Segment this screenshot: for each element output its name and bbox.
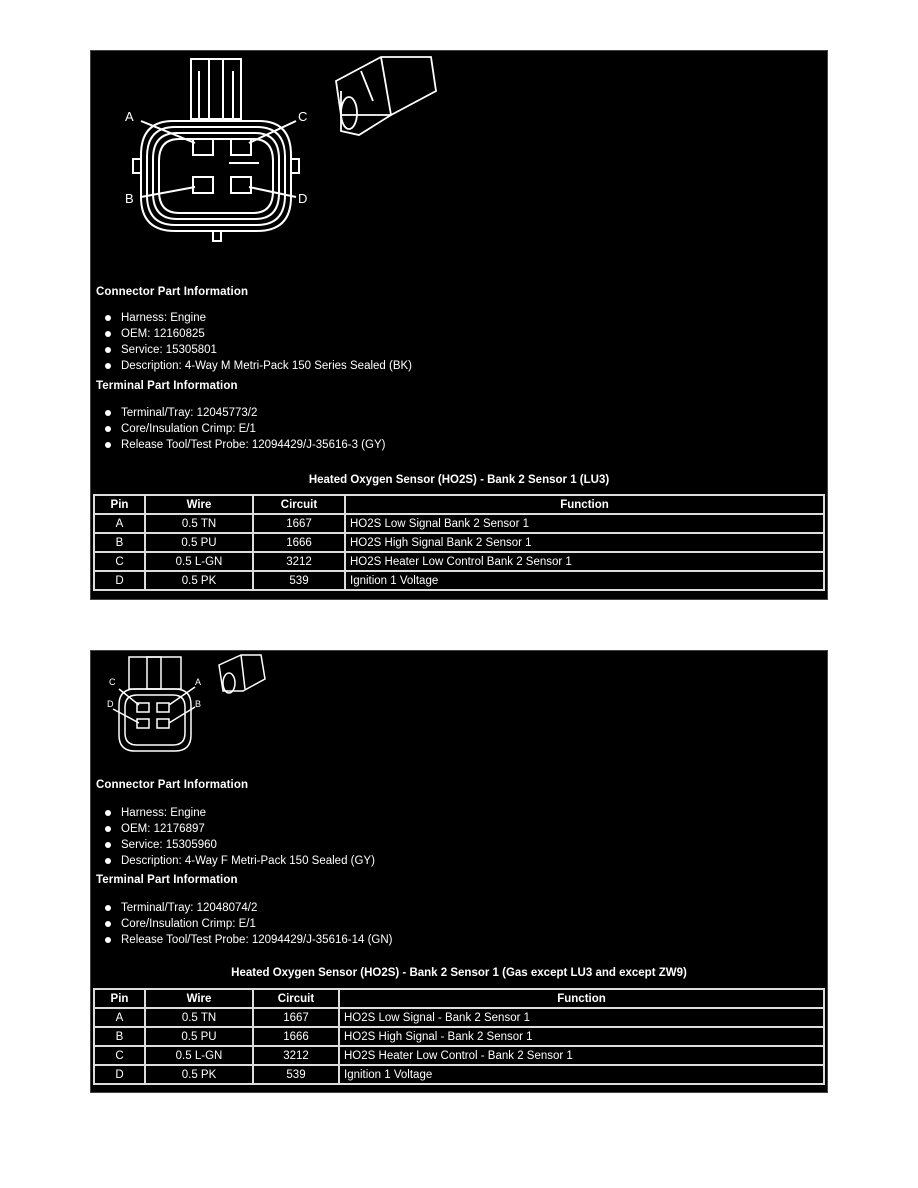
connector-face-diagram bbox=[91, 51, 451, 251]
pin-cell: B bbox=[94, 533, 145, 552]
pin-label-b: B bbox=[195, 699, 202, 709]
pin-cell: D bbox=[94, 1065, 145, 1084]
connector-info-heading: Connector Part Information bbox=[96, 286, 249, 298]
function-cell: HO2S Heater Low Control - Bank 2 Sensor 1 bbox=[339, 1046, 824, 1065]
table-row bbox=[94, 1065, 824, 1084]
table-row bbox=[94, 533, 824, 552]
list-item: Core/Insulation Crimp: E/1 bbox=[103, 421, 385, 437]
list-item: OEM: 12176897 bbox=[103, 821, 375, 837]
pin-cell: C bbox=[94, 552, 145, 571]
column-header-function: Function bbox=[339, 989, 824, 1008]
function-cell: HO2S Low Signal - Bank 2 Sensor 1 bbox=[339, 1008, 824, 1027]
pin-cell: A bbox=[94, 514, 145, 533]
list-item: Service: 15305801 bbox=[103, 342, 412, 358]
connector-info-list bbox=[103, 805, 375, 869]
circuit-cell: 539 bbox=[253, 571, 345, 590]
wire-cell: 0.5 L-GN bbox=[145, 552, 253, 571]
table-row bbox=[94, 1046, 824, 1065]
connector-info-heading: Connector Part Information bbox=[96, 779, 249, 791]
circuit-cell: 1666 bbox=[253, 533, 345, 552]
list-item: Core/Insulation Crimp: E/1 bbox=[103, 916, 392, 932]
circuit-cell: 1667 bbox=[253, 514, 345, 533]
terminal-info-list bbox=[103, 900, 392, 948]
pin-cell: B bbox=[94, 1027, 145, 1046]
table-header-row bbox=[94, 989, 824, 1008]
connector-panel-gas-except-lu3 bbox=[90, 650, 828, 1093]
table-title: Heated Oxygen Sensor (HO2S) - Bank 2 Sensor 1 (Gas except LU3 and except ZW9) bbox=[231, 967, 687, 979]
table-row bbox=[94, 514, 824, 533]
list-item: OEM: 12160825 bbox=[103, 326, 412, 342]
wire-cell: 0.5 PU bbox=[145, 533, 253, 552]
circuit-cell: 1666 bbox=[253, 1027, 339, 1046]
column-header-pin: Pin bbox=[94, 495, 145, 514]
wire-cell: 0.5 TN bbox=[145, 1008, 253, 1027]
table-row bbox=[94, 571, 824, 590]
pin-cell: C bbox=[94, 1046, 145, 1065]
list-item: Terminal/Tray: 12048074/2 bbox=[103, 900, 392, 916]
circuit-cell: 3212 bbox=[253, 1046, 339, 1065]
pin-label-c: C bbox=[298, 109, 308, 124]
terminal-info-heading: Terminal Part Information bbox=[96, 874, 238, 886]
terminal-info-heading: Terminal Part Information bbox=[96, 380, 238, 392]
pin-label-d: D bbox=[107, 699, 114, 709]
function-cell: HO2S Heater Low Control Bank 2 Sensor 1 bbox=[345, 552, 824, 571]
connector-panel-lu3 bbox=[90, 50, 828, 600]
column-header-function: Function bbox=[345, 495, 824, 514]
table-title: Heated Oxygen Sensor (HO2S) - Bank 2 Sensor 1 (LU3) bbox=[308, 474, 610, 486]
pin-label-a: A bbox=[195, 677, 202, 687]
list-item: Release Tool/Test Probe: 12094429/J-35616-14 (GN) bbox=[103, 932, 392, 948]
function-cell: HO2S Low Signal Bank 2 Sensor 1 bbox=[345, 514, 824, 533]
pin-label-a: A bbox=[125, 109, 134, 124]
pin-label-c: C bbox=[109, 677, 116, 687]
pin-cell: A bbox=[94, 1008, 145, 1027]
table-row bbox=[94, 1027, 824, 1046]
list-item: Release Tool/Test Probe: 12094429/J-35616-3 (GY) bbox=[103, 437, 385, 453]
circuit-cell: 1667 bbox=[253, 1008, 339, 1027]
wire-cell: 0.5 PK bbox=[145, 1065, 253, 1084]
pinout-table bbox=[93, 988, 825, 1085]
pin-label-b: B bbox=[125, 191, 134, 206]
circuit-cell: 539 bbox=[253, 1065, 339, 1084]
list-item: Terminal/Tray: 12045773/2 bbox=[103, 405, 385, 421]
column-header-circuit: Circuit bbox=[253, 495, 345, 514]
function-cell: Ignition 1 Voltage bbox=[339, 1065, 824, 1084]
list-item: Service: 15305960 bbox=[103, 837, 375, 853]
wire-cell: 0.5 PK bbox=[145, 571, 253, 590]
column-header-wire: Wire bbox=[145, 495, 253, 514]
function-cell: HO2S High Signal Bank 2 Sensor 1 bbox=[345, 533, 824, 552]
circuit-cell: 3212 bbox=[253, 552, 345, 571]
list-item: Description: 4-Way F Metri-Pack 150 Sealed (GY) bbox=[103, 853, 375, 869]
list-item: Description: 4-Way M Metri-Pack 150 Series Sealed (BK) bbox=[103, 358, 412, 374]
connector-info-list bbox=[103, 310, 412, 374]
column-header-wire: Wire bbox=[145, 989, 253, 1008]
table-row bbox=[94, 552, 824, 571]
column-header-circuit: Circuit bbox=[253, 989, 339, 1008]
pin-cell: D bbox=[94, 571, 145, 590]
table-header-row bbox=[94, 495, 824, 514]
wire-cell: 0.5 TN bbox=[145, 514, 253, 533]
connector-face-diagram bbox=[91, 651, 291, 761]
function-cell: Ignition 1 Voltage bbox=[345, 571, 824, 590]
list-item: Harness: Engine bbox=[103, 805, 375, 821]
wire-cell: 0.5 L-GN bbox=[145, 1046, 253, 1065]
pin-label-d: D bbox=[298, 191, 308, 206]
pinout-table bbox=[93, 494, 825, 591]
function-cell: HO2S High Signal - Bank 2 Sensor 1 bbox=[339, 1027, 824, 1046]
wire-cell: 0.5 PU bbox=[145, 1027, 253, 1046]
table-row bbox=[94, 1008, 824, 1027]
list-item: Harness: Engine bbox=[103, 310, 412, 326]
terminal-info-list bbox=[103, 405, 385, 453]
column-header-pin: Pin bbox=[94, 989, 145, 1008]
